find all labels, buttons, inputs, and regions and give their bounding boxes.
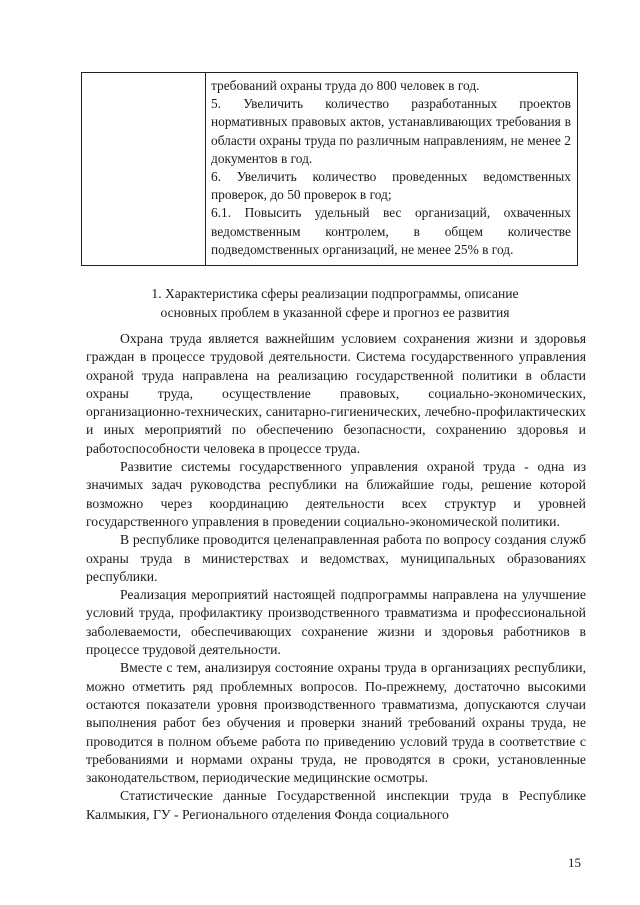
- table-cell-empty: [82, 73, 206, 266]
- paragraph: В республике проводится целенаправленная работа по вопросу создания служб охраны труда в министерствах и ведомствах, муниципальных образованиях республики.: [86, 532, 586, 584]
- section-heading: [88, 285, 582, 322]
- paragraph: Статистические данные Государственной инспекции труда в Республике Калмыкия, ГУ - Регионального отделения Фонда социального: [86, 788, 586, 822]
- paragraph: Реализация мероприятий настоящей подпрограммы направлена на улучшение условий труда, профилактику производственного травматизма и профессиональной заболеваемости, обеспечивающих сохранение жизни и здоровья работников в процессе трудовой деятельности.: [86, 587, 586, 658]
- paragraph: Развитие системы государственного управления охраной труда - одна из значимых задач руководства республики на ближайшие годы, решение которой возможно через координацию деятельности всех структур и уровней государственного управления в проведении социально-экономической политики.: [86, 459, 586, 529]
- table-text-item-6: 6. Увеличить количество проведенных ведомственных проверок, до 50 проверок в год;: [211, 169, 571, 203]
- body-text: [86, 330, 586, 824]
- section-heading-line: основных проблем в указанной сфере и прогноз ее развития: [160, 304, 510, 320]
- paragraph: Вместе с тем, анализируя состояние охраны труда в организациях республики, можно отметить ряд проблемных вопросов. По-прежнему, достаточно высокими остаются показатели уровня производственного травматизма, допускаются случаи выполнения работ без обучения и проверки знаний требований охраны труда, не проводится в полном объеме работа по приведению условий труда в соответствие с требованиями и нормами охраны труда, не проводятся в сроки, установленные законодательством, периодические медицинские осмотры.: [86, 660, 586, 786]
- targets-table: [81, 72, 578, 266]
- section-heading-line: 1. Характеристика сферы реализации подпрограммы, описание: [151, 286, 519, 301]
- page-number: 15: [568, 855, 581, 870]
- table-cell-targets: [206, 73, 578, 266]
- table-text-item-5: 5. Увеличить количество разработанных проектов нормативных правовых актов, устанавливающих требования в области охраны труда по различным направлениям, не менее 2 документов в год.: [211, 96, 571, 166]
- table-row: [82, 73, 578, 266]
- paragraph: Охрана труда является важнейшим условием сохранения жизни и здоровья граждан в процессе трудовой деятельности. Система государственного управления охраной труда направлена на реализацию государственной политики в области охраны труда, осуществление правовых, социально-экономических, организационно-технических, санитарно-гигиенических, лечебно-профилактических и иных мероприятий по обеспечению безопасности, сохранению здоровья и работоспособности человека в процессе труда.: [86, 331, 586, 456]
- table-text-item-6-1: 6.1. Повысить удельный вес организаций, охваченных ведомственным контролем, в общем количестве подведомственных организаций, не менее 25% в год.: [211, 205, 571, 257]
- table-text-line: требований охраны труда до 800 человек в год.: [211, 78, 480, 93]
